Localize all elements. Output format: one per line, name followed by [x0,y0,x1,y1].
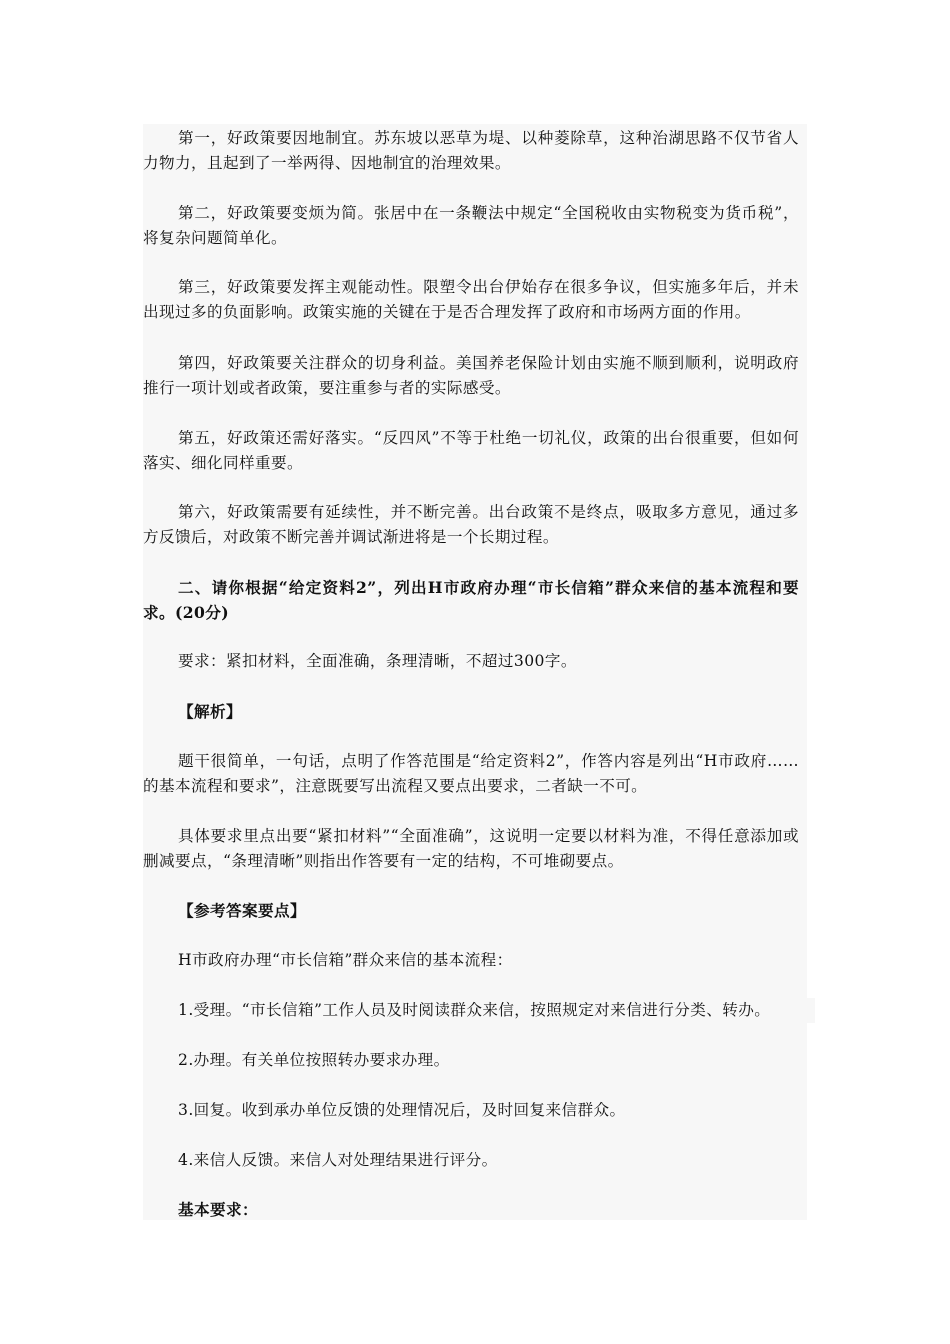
analysis-title: 【解析】 [178,702,242,721]
policy-point-5: 第五，好政策还需好落实。“反四风”不等于杜绝一切礼仪，政策的出台很重要，但如何落实、细化同样重要。 [143,429,799,472]
analysis-paragraph-2: 具体要求里点出要“紧扣材料”“全面准确”，这说明一定要以材料为准，不得任意添加或删减要点，“条理清晰”则指出作答要有一定的结构，不可堆砌要点。 [143,827,799,870]
process-intro: H市政府办理“市长信箱”群众来信的基本流程： [178,951,513,969]
process-step-2: 2.办理。有关单位按照转办要求办理。 [178,1051,450,1069]
process-step-3: 3.回复。收到承办单位反馈的处理情况后，及时回复来信群众。 [178,1101,626,1119]
policy-point-2: 第二，好政策要变烦为简。张居中在一条鞭法中规定“全国税收由实物税变为货币税”，将复杂问题简单化。 [143,204,799,247]
answer-title: 【参考答案要点】 [178,901,306,920]
analysis-paragraph-1: 题干很简单，一句话，点明了作答范围是“给定资料2”，作答内容是列出“H市政府……的基本流程和要求”，注意既要写出流程又要点出要求，二者缺一不可。 [143,752,799,795]
question-heading: 二、请你根据“给定资料2”，列出H市政府办理“市长信箱”群众来信的基本流程和要求。(20分) [143,578,799,622]
process-step-4: 4.来信人反馈。来信人对处理结果进行评分。 [178,1151,498,1169]
requirement-text: 要求：紧扣材料，全面准确，条理清晰，不超过300字。 [178,652,577,670]
policy-point-4: 第四，好政策要关注群众的切身利益。美国养老保险计划由实施不顺到顺利，说明政府推行一项计划或者政策，要注重参与者的实际感受。 [143,354,799,397]
policy-point-3: 第三，好政策要发挥主观能动性。限塑令出台伊始存在很多争议，但实施多年后，并未出现过多的负面影响。政策实施的关键在于是否合理发挥了政府和市场两方面的作用。 [143,278,799,321]
policy-point-6: 第六，好政策需要有延续性，并不断完善。出台政策不是终点，吸取多方意见，通过多方反馈后，对政策不断完善并调试渐进将是一个长期过程。 [143,503,799,546]
document-body [143,124,807,1220]
basic-requirements-title: 基本要求： [178,1200,258,1219]
process-step-1: 1.受理。“市长信箱”工作人员及时阅读群众来信，按照规定对来信进行分类、转办。 [143,998,815,1023]
policy-point-1: 第一，好政策要因地制宜。苏东坡以恶草为堤、以种菱除草，这种治湖思路不仅节省人力物力，且起到了一举两得、因地制宜的治理效果。 [143,129,799,172]
